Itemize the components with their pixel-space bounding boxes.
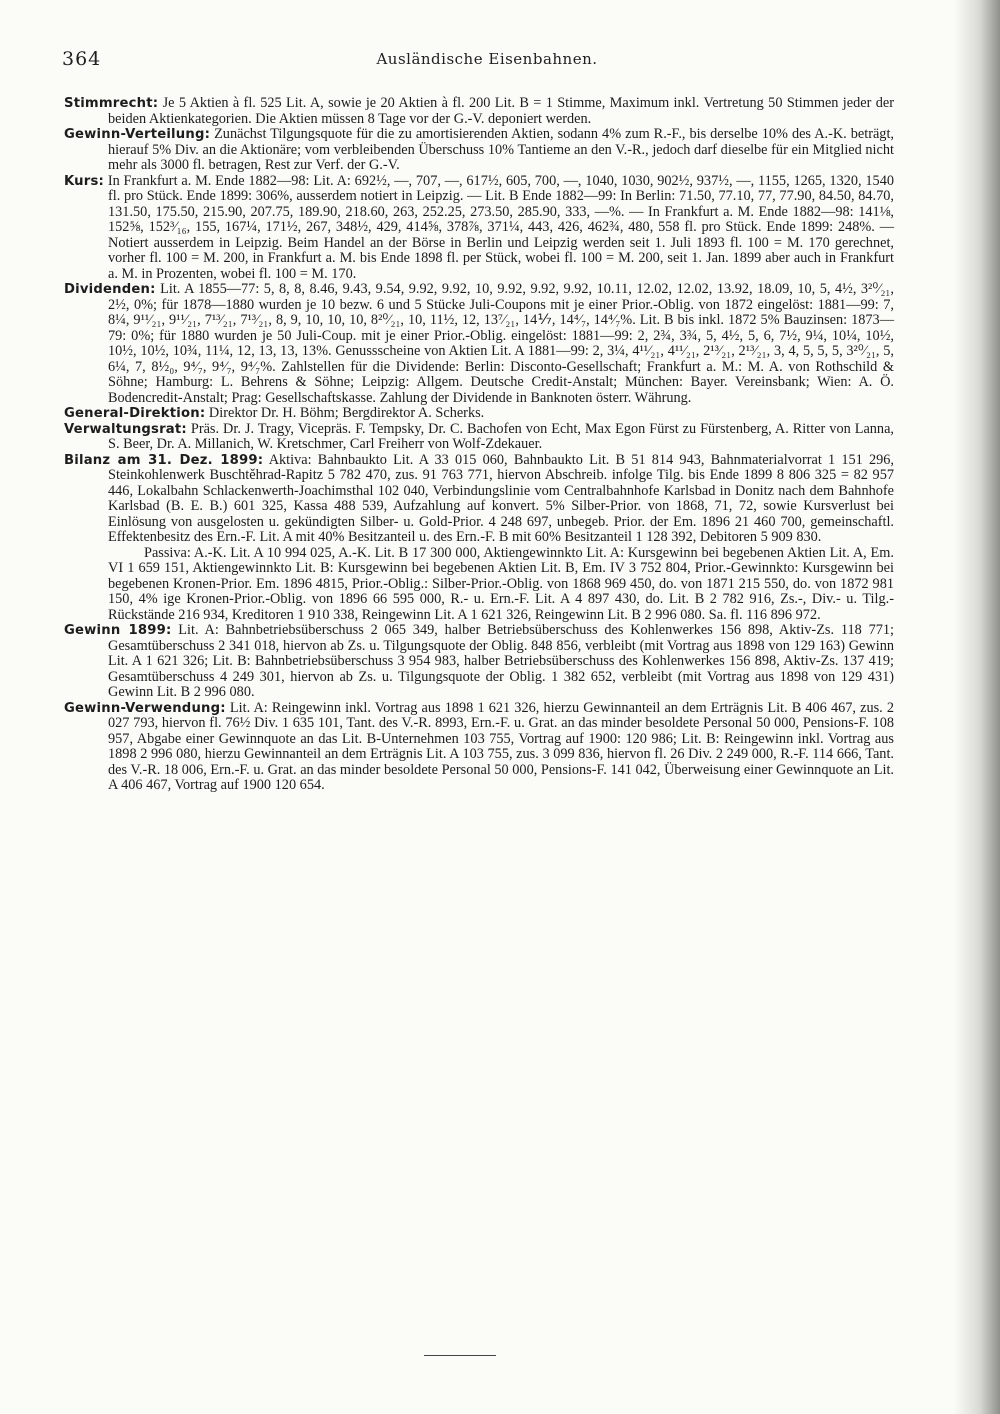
section-text: Präs. Dr. J. Tragy, Vicepräs. F. Tempsky, Dr. C. Bachofen von Echt, Max Egon Fürst zu Fürstenberg, A. Ritter von Lanna, S. Beer, Dr. A. Millanich, W. Kretschmer, Carl Freiherr von Wolf-Zdekauer.	[108, 420, 895, 452]
section-label: General-Direktion:	[64, 406, 206, 421]
section-text: In Frankfurt a. M. Ende 1882—98: Lit. A: 692½, —, 707, —, 617½, 605, 700, —, 1040, 1030, 902½, 937½, —, 1155, 1265, 1320, 1540 fl. pro Stück. Ende 1899: 306%, ausserdem notiert in Leipzig. — Lit. B Ende 1882—99: In Berlin: 71.50, 77.10, 77, 77.90, 84.50, 84.70, 131.50, 175.50, 215.90, 207.75, 189.90, 218.60, 263, 252.25, 273.50, 285.90, 333, —%. — In Frankfurt a. M. Ende 1882—98: 141⅛, 152⅝, 152³⁄₁₆, 155, 167¼, 171½, 267, 348½, 429, 414⅝, 378⅞, 371¼, 443, 426, 462¾, 480, 558 fl. pro Stück. Ende 1899: 248%. — Notiert ausserdem in Leipzig. Beim Handel an der Börse in Berlin und Leipzig werden seit 1. Juli 1893 fl. 100 = M. 170 gerechnet, vorher fl. 100 = M. 200, in Frankfurt a. M. bis Ende 1898 fl. per Stück, wobei fl. 100 = M. 200, seit 1. Jan. 1899 aber auch in Frankfurt a. M. in Prozenten, wobei fl. 100 = M. 170.	[107, 172, 894, 282]
page-body	[64, 96, 894, 794]
section-label: Gewinn 1899:	[64, 623, 172, 638]
section-verwaltungsrat	[64, 422, 894, 453]
section-general-direktion	[64, 406, 894, 422]
section-label: Verwaltungsrat:	[64, 421, 187, 437]
section-label: Bilanz am 31. Dez. 1899:	[64, 452, 264, 468]
section-label: Kurs:	[64, 173, 105, 189]
section-gewinn-verteilung	[64, 127, 894, 174]
section-bilanz-passiva	[64, 546, 894, 624]
section-text: Lit. A: Bahnbetriebsüberschuss 2 065 349, halber Betriebsüberschuss des Kohlenwerkes 156 898, Aktiv-Zs. 118 771; Gesamtüberschuss 2 341 018, hiervon ab Zs. u. Tilgungsquote der Oblig. 848 856, verbleibt (mit Vortrag aus 1898 von 129 163) Gewinn Lit. A 1 621 326; Lit. B: Bahnbetriebsüberschuss 3 954 983, halber Betriebsüberschuss des Kohlenwerkes 156 898, Aktiv-Zs. 137 419; Gesamtüberschuss 4 249 301, hiervon ab Zs. u. Tilgungsquote der Oblig. 1 382 652, verbleibt (mit Vortrag aus 1898 von 129 431) Gewinn Lit. B 2 996 080.	[108, 622, 895, 700]
section-gewinn-1899	[64, 623, 894, 701]
section-bilanz-aktiva	[64, 453, 894, 546]
section-text: Direktor Dr. H. Böhm; Bergdirektor A. Scherks.	[208, 405, 485, 421]
section-dividenden	[64, 282, 894, 406]
section-label: Stimmrecht:	[64, 96, 159, 111]
section-text: Lit. A 1855—77: 5, 8, 8, 8.46, 9.43, 9.54, 9.92, 9.92, 10, 9.92, 9.92, 9.92, 10.11, 12.02, 12.02, 13.92, 18.09, 10, 5, 4½, 3²⁰⁄₂₁, 2½, 0%; für 1878—1880 wurden je 10 bezw. 6 und 5 Stücke Juli-Coupons mit je einer Prior.-Oblig. von 1872 eingelöst: 1881—99: 7, 8¼, 9¹¹⁄₂₁, 9¹¹⁄₂₁, 7¹³⁄₂₁, 7¹³⁄₂₁, 8, 9, 10, 10, 10, 8²⁰⁄₂₁, 10, 11½, 12, 13⁷⁄₂₁, 14⅐, 14⁴⁄₇, 14⁴⁄₇%. Lit. B bis inkl. 1872 5% Bauzinsen: 1873—79: 0%; für 1880 wurden je 50 Juli-Coup. mit je einer Prior.-Oblig. eingelöst: 1881—99: 2, 2¾, 3¾, 5, 4½, 5, 6, 7½, 9¼, 10¼, 10½, 10½, 10½, 10¾, 11¼, 12, 13, 13, 13%. Genussscheine von Aktien Lit. A 1881—99: 2, 3¼, 4¹¹⁄₂₁, 4¹¹⁄₂₁, 2¹³⁄₂₁, 2¹³⁄₂₁, 3, 4, 5, 5, 5, 3²⁰⁄₂₁, 5, 6¼, 7, 8½₀, 9⁴⁄₇, 9⁴⁄₇, 9⁴⁄₇%. Zahlstellen für die Dividende: Berlin: Disconto-Gesellschaft; Frankfurt a. M.: M. A. von Rothschild & Söhne; Hamburg: L. Behrens & Söhne; Leipzig: Allgem. Deutsche Credit-Anstalt; München: Bayer. Vereinsbank; Wien: A. Ö. Bodencredit-Anstalt; Prag: Gesellschaftskasse. Zahlung der Dividende in Banknoten österr. Währung.	[108, 281, 894, 406]
section-gewinn-verwendung	[64, 701, 894, 794]
end-divider-rule	[424, 1355, 496, 1356]
section-text: Je 5 Aktien à fl. 525 Lit. A, sowie je 20 Aktien à fl. 200 Lit. B = 1 Stimme, Maximum inkl. Vertretung 50 Stimmen jeder der beiden Aktienkategorien. Die Aktien müssen 8 Tage vor der G.-V. deponiert werden.	[108, 95, 894, 127]
section-label: Dividenden:	[64, 282, 156, 297]
page-header	[62, 48, 912, 78]
page-number: 364	[62, 48, 102, 70]
section-text: Aktiva: Bahnbaukto Lit. A 33 015 060, Bahnbaukto Lit. B 51 814 943, Bahnmaterialvorrat 1 151 296, Steinkohlenwerk Buschtěhrad-Rapitz 5 782 470, zus. 91 763 771, hiervon Abschreib. infolge Tilg. bis Ende 1899 8 806 325 = 82 957 446, Lokalbahn Schlackenwerth-Joachimsthal 102 040, Verbindungslinie vom Centralbahnhofe Karlsbad in Donitz nach dem Bahnhofe Karlsbad (B. E. B.) 601 325, Kassa 488 539, Aufzahlung auf konvert. 5% Silber-Prior. von 1868, 71, 72, sowie Kursverlust bei Einlösung von ausgelosten u. gekündigten Silber- u. Gold-Prior. 4 248 697, unbegeb. Prior. der Em. 1896 21 460 700, gemeinschaftl. Effektenbesitz des Ern.-F. Lit. A mit 40% Besitzanteil u. des Ern.-F. B mit 60% Besitzanteil 1 128 392, Debitoren 5 909 830.	[108, 451, 895, 545]
section-kurs	[64, 174, 894, 283]
section-label: Gewinn-Verteilung:	[64, 127, 211, 142]
section-text: Lit. A: Reingewinn inkl. Vortrag aus 1898 1 621 326, hierzu Gewinnanteil an dem Erträgnis Lit. B 406 467, zus. 2 027 793, hiervon fl. 76½ Div. 1 635 101, Tant. des V.-R. 8993, Ern.-F. u. Grat. an das minder besoldete Personal 50 000, Pensions-F. 108 957, Abgabe einer Gewinnquote an das Lit. B-Unternehmen 103 755, Vortrag auf 1900: 120 986; Lit. B: Reingewinn inkl. Vortrag aus 1898 2 996 080, hierzu Gewinnanteil an dem Erträgnis Lit. A 103 755, zus. 3 099 836, hiervon fl. 26 Div. 2 249 000, R.-F. 114 666, Tant. des V.-R. 18 006, Ern.-F. u. Grat. an das minder besoldete Personal 50 000, Pensions-F. 141 042, Überweisung einer Gewinnquote an Lit. A 406 467, Vortrag auf 1900 120 654.	[108, 699, 895, 793]
section-text: Passiva: A.-K. Lit. A 10 994 025, A.-K. Lit. B 17 300 000, Aktiengewinnkto Lit. A: Kursgewinn bei begebenen Aktien Lit. A, Em. VI 1 659 151, Aktiengewinnkto Lit. B: Kursgewinn bei begebenen Aktien Lit. B, Em. IV 3 752 804, Prior.-Gewinnkto: Kursgewinn bei begebenen Kronen-Prior. Em. 1896 4815, Prior.-Oblig.: Silber-Prior.-Oblig. von 1868 969 450, do. von 1871 215 550, do. von 1872 981 150, 4% ige Kronen-Prior.-Oblig. von 1896 66 595 000, R.- u. Ern.-F. Lit. A 4 897 430, do. Lit. B 2 782 916, Zs.-, Div.- u. Tilg.-Rückstände 216 934, Kreditoren 1 910 338, Reingewinn Lit. A 1 621 326, Reingewinn Lit. B 2 996 080. Sa. fl. 116 896 972.	[108, 544, 894, 623]
running-title: Ausländische Eisenbahnen.	[376, 50, 598, 68]
section-label: Gewinn-Verwendung:	[64, 700, 226, 716]
section-text: Zunächst Tilgungsquote für die zu amortisierenden Aktien, sodann 4% zum R.-F., bis derselbe 10% des A.-K. beträgt, hierauf 5% Div. an die Aktionäre; vom verbleibenden Überschuss 10% Tantieme an den V.-R., jedoch darf dieselbe für ein Mitglied nicht mehr als 3000 fl. betragen, Rest zur Verf. der G.-V.	[108, 126, 894, 173]
section-stimmrecht	[64, 96, 894, 127]
page-edge-shadow	[954, 0, 1000, 1414]
